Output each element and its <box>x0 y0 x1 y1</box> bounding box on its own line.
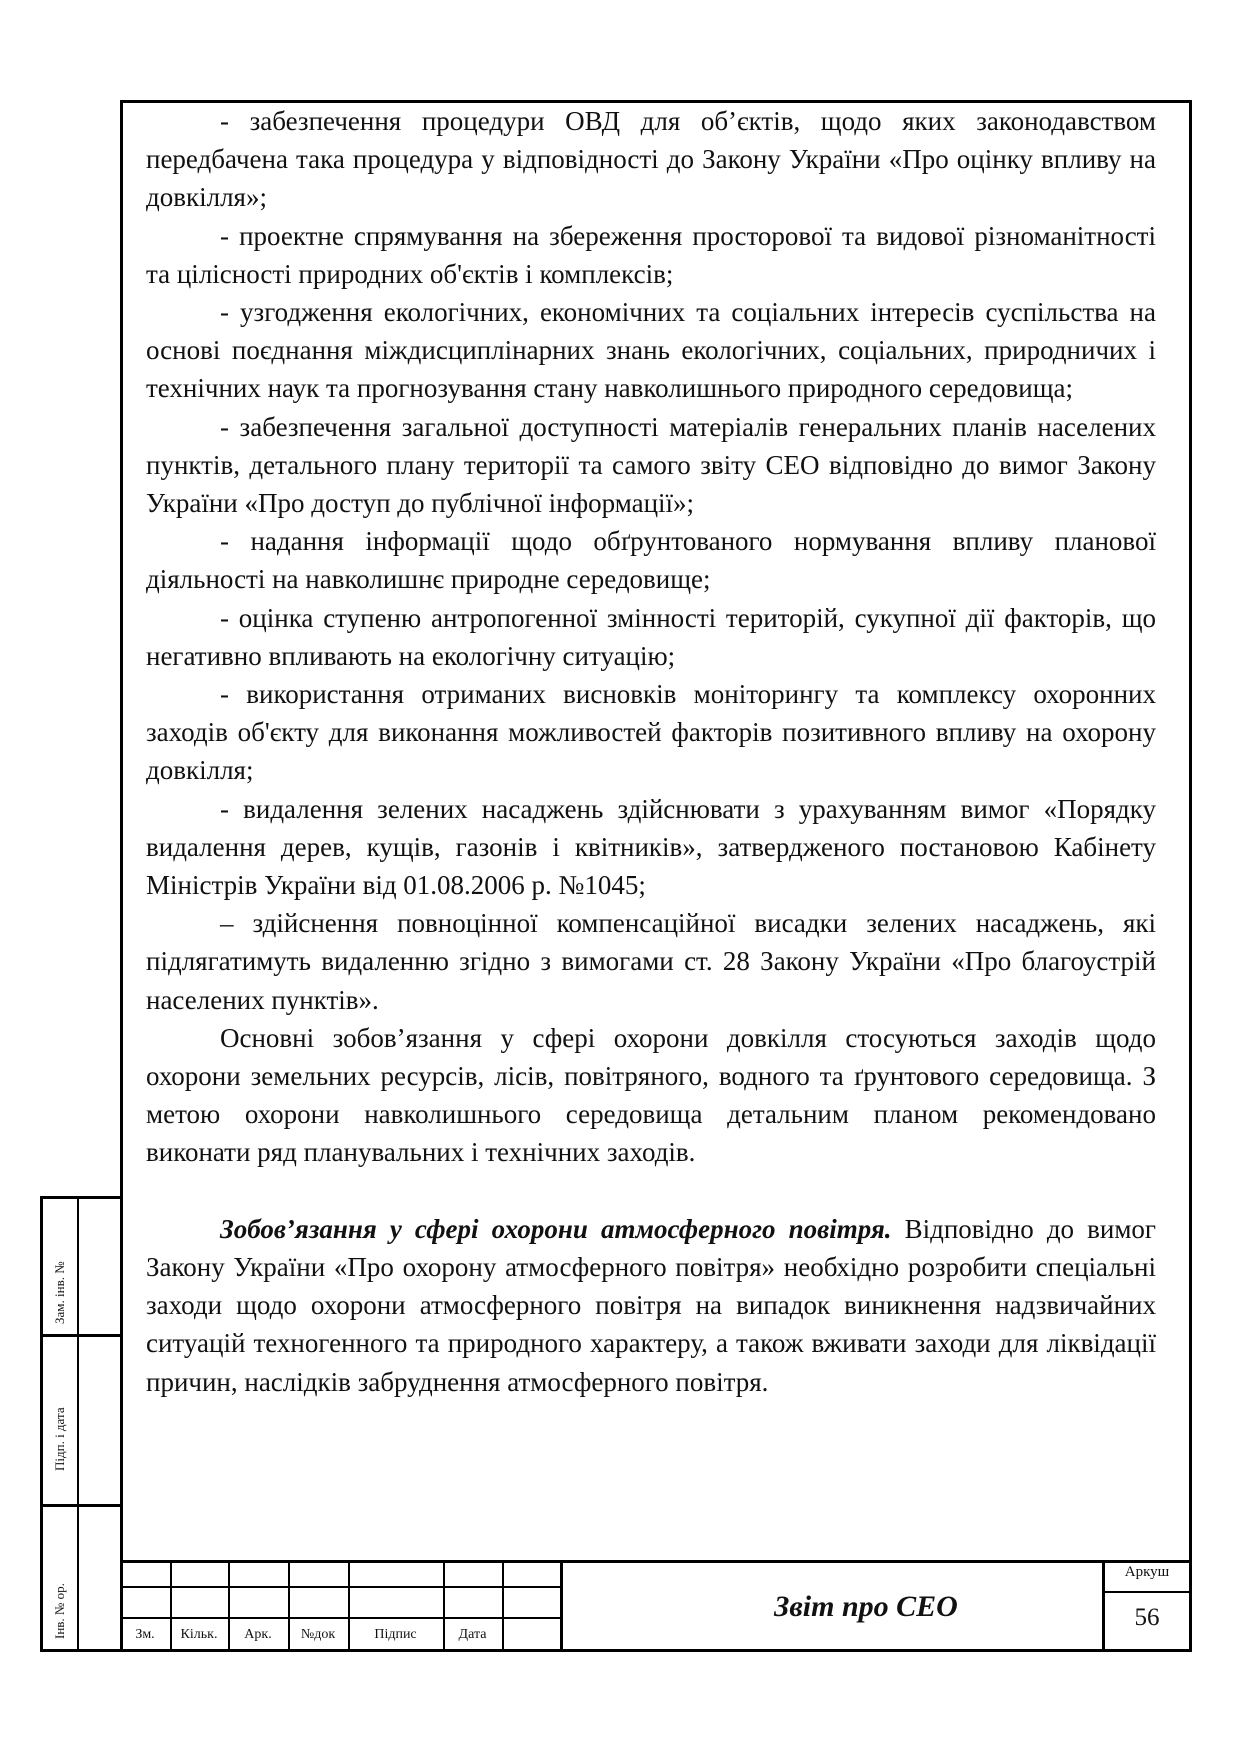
document-title: Звіт про СЕО <box>774 1590 958 1623</box>
document-body <box>146 102 1156 1401</box>
paragraph: - забезпечення процедури ОВД для об’єктів, щодо яких законодавством передбачена така процедура у відповідності до Закону України «Про оцінку впливу на довкілля»; <box>146 106 1156 213</box>
col-pidpys: Підпис <box>374 1627 417 1642</box>
sheet-number: 56 <box>1134 1604 1160 1631</box>
sheet-label: Аркуш <box>1124 1564 1170 1580</box>
label-inv-or: Інв. № ор. <box>52 1583 67 1639</box>
section-text: Відповідно до вимог Закону України «Про охорону атмосферного повітря» необхідно розробити спеціальні заходи щодо охорони атмосферного повітря на випадок виникнення надзвичайних ситуацій техногенного та природного характеру, а також вживати заходи для ліквідації причин, наслідків забруднення атмосферного повітря. <box>146 1213 1156 1397</box>
section-heading: Зобов’язання у сфері охорони атмосферного повітря. <box>220 1213 892 1244</box>
paragraph: – здійснення повноцінної компенсаційної висадки зелених насаджень, які підлягатимуть видаленню згідно з вимогами ст. 28 Закону України «Про благоустрій населених пунктів». <box>146 908 1156 1015</box>
paragraph: Основні зобов’язання у сфері охорони довкілля стосуються заходів щодо охорони земельних ресурсів, лісів, повітряного, водного та ґрунтового середовища. З метою охорони навколишнього середовища детальним планом рекомендовано виконати ряд планувальних і технічних заходів. <box>146 1022 1156 1168</box>
paragraph: - оцінка ступеню антропогенної змінності територій, сукупної дії факторів, що негативно впливають на екологічну ситуацію; <box>146 602 1156 671</box>
paragraph: - забезпечення загальної доступності матеріалів генеральних планів населених пунктів, детального плану території та самого звіту СЕО відповідно до вимог Закону України «Про доступ до публічної інформації»; <box>146 411 1156 519</box>
col-kilk: Кільк. <box>180 1627 218 1642</box>
paragraph: - використання отриманих висновків моніторингу та комплексу охоронних заходів об'єкту для виконання можливостей факторів позитивного впливу на охорону довкілля; <box>146 679 1156 786</box>
label-zam-inv: Зам. інв. № <box>52 1261 67 1324</box>
col-data: Дата <box>458 1627 487 1642</box>
col-ark: Арк. <box>244 1627 272 1642</box>
section-paragraph <box>146 1210 1156 1401</box>
col-ndok: №док <box>300 1627 336 1642</box>
label-pidp-data: Підп. і дата <box>52 1407 67 1471</box>
paragraph: - проектне спрямування на збереження просторової та видової різноманітності та цілісності природних об'єктів і комплексів; <box>146 220 1156 289</box>
paragraph: - надання інформації щодо обґрунтованого нормування впливу планової діяльності на навколишнє природне середовище; <box>146 526 1156 595</box>
col-zm: Зм. <box>135 1627 155 1642</box>
paragraph: - узгодження екологічних, економічних та соціальних інтересів суспільства на основі поєднання міждисциплінарних знань екологічних, соціальних, природничих і технічних наук та прогнозування стану навколишнього природного середовища; <box>146 297 1156 404</box>
side-stamp <box>40 1196 120 1652</box>
paragraph: - видалення зелених насаджень здійснювати з урахуванням вимог «Порядку видалення дерев, кущів, газонів і квітників», затвердженого постановою Кабінету Міністрів України від 01.08.2006 р. №1045; <box>146 793 1156 901</box>
